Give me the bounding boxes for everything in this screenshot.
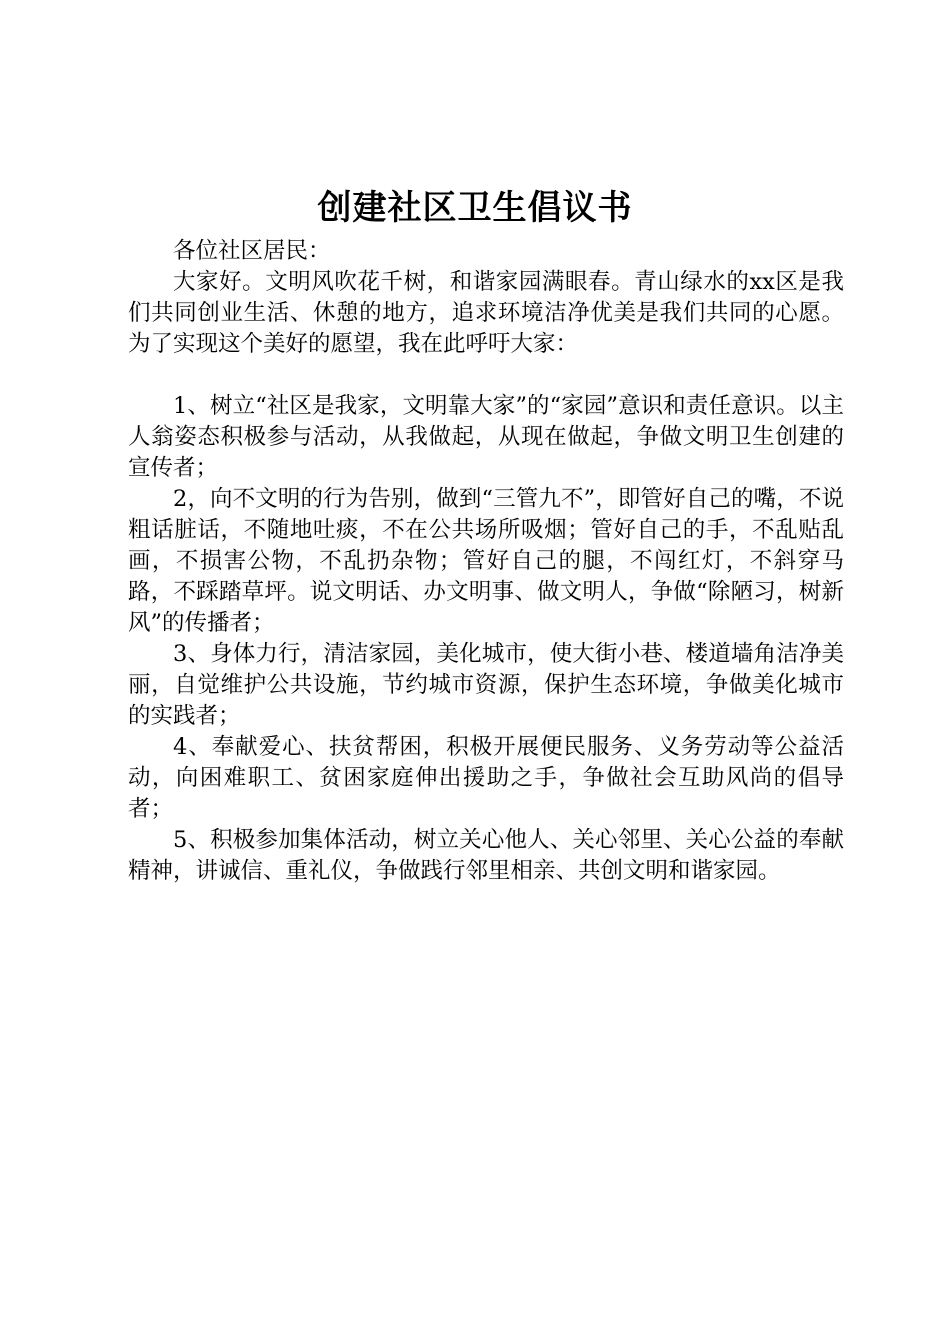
paragraph-item-3: 3、身体力行，清洁家园，美化城市，使大街小巷、楼道墙角洁净美丽，自觉维护公共设施，节约城市资源，保护生态环境，争做美化城市的实践者；	[128, 641, 844, 729]
document-title: 创建社区卫生倡议书	[317, 188, 633, 228]
paragraph-intro: 大家好。文明风吹花千树，和谐家园满眼春。青山绿水的xx区是我们共同创业生活、休憩的地方，追求环境洁净优美是我们共同的心愿。为了实现这个美好的愿望，我在此呼吁大家：	[128, 269, 844, 357]
paragraph-item-4: 4、奉献爱心、扶贫帮困，积极开展便民服务、义务劳动等公益活动，向困难职工、贫困家庭伸出援助之手，争做社会互助风尚的倡导者；	[128, 734, 844, 822]
paragraph-item-1: 1、树立“社区是我家，文明靠大家”的“家园”意识和责任意识。以主人翁姿态积极参与活动，从我做起，从现在做起，争做文明卫生创建的宣传者；	[128, 393, 844, 481]
paragraph-item-5: 5、积极参加集体活动，树立关心他人、关心邻里、关心公益的奉献精神，讲诚信、重礼仪，争做践行邻里相亲、共创文明和谐家园。	[128, 827, 844, 884]
paragraph-item-2: 2，向不文明的行为告别，做到“三管九不”，即管好自己的嘴，不说粗话脏话，不随地吐痰，不在公共场所吸烟；管好自己的手，不乱贴乱画，不损害公物，不乱扔杂物；管好自己的腿，不闯红灯，不斜穿马路，不踩踏草坪。说文明话、办文明事、做文明人，争做“除陋习，树新风”的传播者；	[128, 486, 844, 636]
document-body	[128, 236, 844, 887]
salutation: 各位社区居民：	[173, 238, 331, 264]
